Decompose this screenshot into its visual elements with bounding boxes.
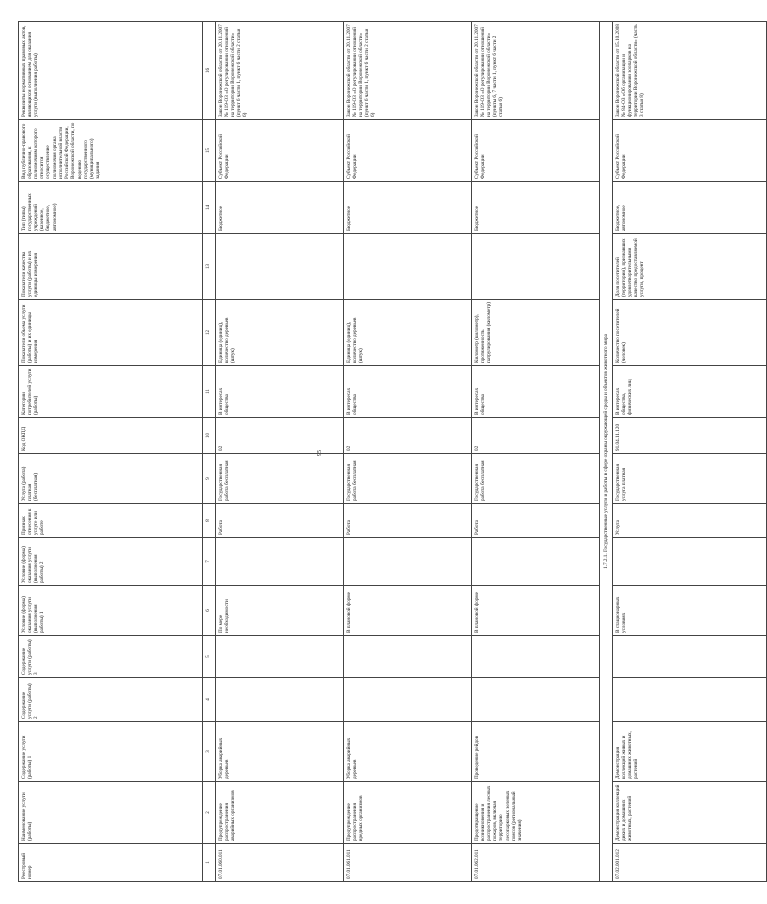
table-cell: Закон Воронежской области от 20.11.2007 № 119-ОЗ «О регулировании отношений на территории Воронежской области» (пункты 6, 7 части 1, пункт 6 части 2 статьи 6) <box>472 22 600 120</box>
table-cell: Государственная работа бесплатная <box>472 454 600 504</box>
table-cell: Бюджетное <box>344 182 472 234</box>
table-cell: В плановой форме <box>472 586 600 636</box>
table-cell: 07.02.001.012 <box>613 844 767 882</box>
table-cell <box>216 636 344 678</box>
table-cell: В интересах общества <box>472 366 600 418</box>
column-number: 9 <box>203 454 216 504</box>
table-cell: Количество посетителей (человек) <box>613 300 767 366</box>
table-cell: Предупреждение распространения вредных организмов <box>344 782 472 844</box>
header-cell: Категории потребителей услуги (работы) <box>19 366 203 418</box>
table-cell: В интересах общества, физических лиц <box>613 366 767 418</box>
table-cell <box>472 234 600 300</box>
table-cell: Услуга <box>613 504 767 538</box>
table-cell: 07.01.062.011 <box>472 844 600 882</box>
column-number: 8 <box>203 504 216 538</box>
column-number: 2 <box>203 782 216 844</box>
table-cell <box>472 636 600 678</box>
column-number: 12 <box>203 300 216 366</box>
table-cell: Государственная работа бесплатная <box>344 454 472 504</box>
header-cell: Код ОКПД <box>19 418 203 454</box>
section-title: 1.7.2.1. Государственные услуги и работы в сфере охраны окружающей среды и объектов животного мира <box>600 22 613 882</box>
table-cell: Закон Воронежской области от 20.11.2007 № 119-ОЗ «О регулировании отношений на территории Воронежской области» (пункт 6 части 1, пункт 6 части 2 статьи 6) <box>216 22 344 120</box>
header-cell: Наименование услуги (работы) <box>19 782 203 844</box>
table-cell: В плановой форме <box>344 586 472 636</box>
header-cell: Условие (форма) оказания услуги (выполнения работы) 1 <box>19 586 203 636</box>
table-cell: В стационарных условиях <box>613 586 767 636</box>
table-cell: Государственная работа бесплатная <box>216 454 344 504</box>
table-row <box>472 22 600 882</box>
table-cell: Бюджетное, автономное <box>613 182 767 234</box>
rotated-table-wrapper <box>18 22 646 882</box>
column-number: 13 <box>203 234 216 300</box>
column-number: 3 <box>203 722 216 782</box>
table-cell: Субъект Российской Федерации <box>472 120 600 182</box>
table-cell: 02 <box>472 418 600 454</box>
header-cell: Тип (типы) государственных учреждений (казенное, бюджетное, автономное) <box>19 182 203 234</box>
header-cell: Показатели объема услуги (работы) и их единицы измерения <box>19 300 203 366</box>
table-cell: Доля посетителей (территории), признавших удовлетворительными качество предоставляемой услуги, процент <box>613 234 767 300</box>
table-cell: 02 <box>344 418 472 454</box>
header-cell: Реквизиты нормативных правовых актов, являющихся основанием для оказания услуги (выполнения работы) <box>19 22 203 120</box>
header-cell: Содержание услуги (работы) 1 <box>19 722 203 782</box>
services-registry-table <box>18 21 767 882</box>
header-cell: Услуга (работа) платная (бесплатная) <box>19 454 203 504</box>
section-row <box>600 22 613 882</box>
table-cell <box>613 636 767 678</box>
table-cell: Бюджетное <box>472 182 600 234</box>
table-cell: Бюджетное <box>216 182 344 234</box>
column-number: 14 <box>203 182 216 234</box>
table-cell: Субъект Российской Федерации <box>613 120 767 182</box>
table-cell <box>344 538 472 586</box>
table-cell <box>613 678 767 722</box>
table-cell: Единица (единиц), количество деревьев (штук) <box>344 300 472 366</box>
table-row <box>613 22 767 882</box>
table-cell <box>216 538 344 586</box>
table-cell: Субъект Российской Федерации <box>216 120 344 182</box>
table-cell: 02 <box>216 418 344 454</box>
table-cell: Предупреждение распространения аварийных организмов <box>216 782 344 844</box>
table-cell: Субъект Российской Федерации <box>344 120 472 182</box>
table-cell: Демонстрация коллекций живых и домашних животных, растений <box>613 722 767 782</box>
table-cell <box>472 538 600 586</box>
header-cell: Признак отнесения к услуге или работе <box>19 504 203 538</box>
column-number: 1 <box>203 844 216 882</box>
table-cell <box>344 234 472 300</box>
table-cell: Работа <box>344 504 472 538</box>
column-number: 11 <box>203 366 216 418</box>
table-cell: Демонстрация коллекций диких и домашних животных, растений <box>613 782 767 844</box>
table-cell: По мере необходимости <box>216 586 344 636</box>
table-cell: Километр (километр), протяженность патрулирования (километр) <box>472 300 600 366</box>
table-cell: Работа <box>472 504 600 538</box>
table-cell <box>216 234 344 300</box>
column-number: 6 <box>203 586 216 636</box>
header-cell: Содержание услуги (работы) 3 <box>19 636 203 678</box>
table-cell: Закон Воронежской области от 15.10.2008 № 84-ОЗ «Об организации и функционировании зоопарков на территории Воронежской области» (часть 3 статьи 8) <box>613 22 767 120</box>
table-row <box>344 22 472 882</box>
table-cell: Уборка аварийных деревьев <box>344 722 472 782</box>
table-cell: Уборка аварийных деревьев <box>216 722 344 782</box>
column-number: 16 <box>203 22 216 120</box>
table-cell: В интересах общества <box>216 366 344 418</box>
header-cell: Содержание услуги (работы) 2 <box>19 678 203 722</box>
column-number: 4 <box>203 678 216 722</box>
table-cell: Государственная услуга платная <box>613 454 767 504</box>
table-cell <box>216 678 344 722</box>
table-cell: 07.01.060.011 <box>216 844 344 882</box>
header-cell: Реестровый номер <box>19 844 203 882</box>
header-cell: Показатели качества услуги (работы) и их единицы измерения <box>19 234 203 300</box>
column-number: 7 <box>203 538 216 586</box>
table-cell: 07.01.061.011 <box>344 844 472 882</box>
column-number: 5 <box>203 636 216 678</box>
column-number: 15 <box>203 120 216 182</box>
table-cell: Работа <box>216 504 344 538</box>
column-number: 10 <box>203 418 216 454</box>
table-cell: В интересах общества <box>344 366 472 418</box>
table-cell <box>344 678 472 722</box>
header-cell: Вид публично-правового образования, к полномочиям которого относится осуществление полномочия органа исполнительной власти Российской Федерации, Воронежской области, по ведению государственного (муниципального) задания <box>19 120 203 182</box>
table-cell <box>613 538 767 586</box>
table-cell <box>344 636 472 678</box>
table-cell: Единица (единиц), количество деревьев (штук) <box>216 300 344 366</box>
table-header-row <box>19 22 203 882</box>
table-cell: Предотвращение возникновения и распространения лесных пожаров, включая территорию лесопарковых зеленых поясов (региональный значения) <box>472 782 600 844</box>
page-number: 95 <box>317 450 323 456</box>
header-cell: Условие (форма) оказания услуги (выполнения работы) 2 <box>19 538 203 586</box>
table-cell <box>472 678 600 722</box>
table-cell: Проведение рейдов <box>472 722 600 782</box>
column-number-row <box>203 22 216 882</box>
table-cell: 91.04.11.120 <box>613 418 767 454</box>
table-row <box>216 22 344 882</box>
table-cell: Закон Воронежской области от 20.11.2007 № 119-ОЗ «О регулировании отношений на территории Воронежской области» (пункт 6 части 1, пункт 6 части 2 статьи 6) <box>344 22 472 120</box>
